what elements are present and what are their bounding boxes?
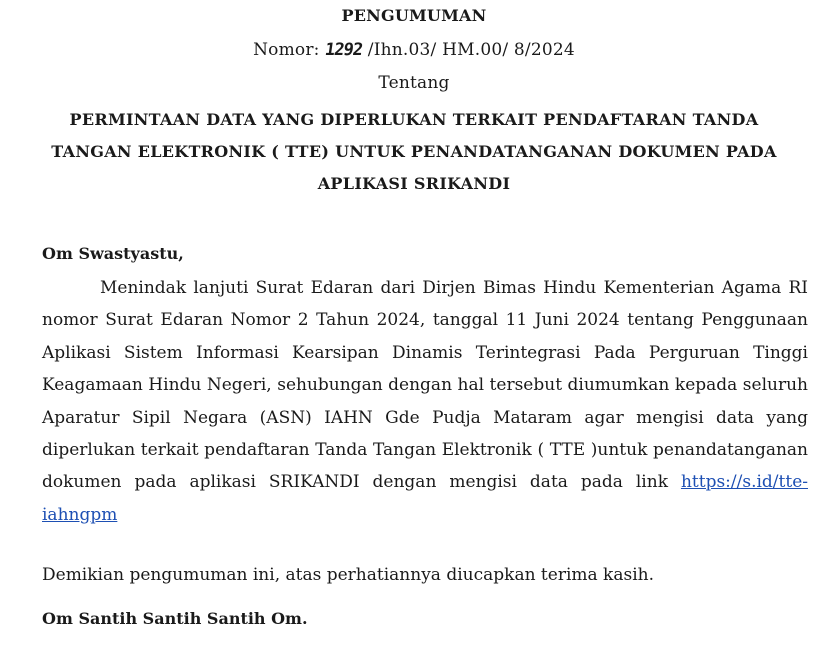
announcement-subject (30, 104, 798, 200)
number-suffix: /Ihn.03/ HM.00/ 8/2024 (362, 40, 575, 60)
document-title: PENGUMUMAN (341, 6, 487, 25)
subject-line: PERMINTAAN DATA YANG DIPERLUKAN TERKAIT PENDAFTARAN TANDA (69, 110, 759, 129)
document-number (0, 40, 828, 60)
about-label: Tentang (378, 73, 450, 93)
number-prefix: Nomor: (253, 40, 326, 60)
handwritten-number: 1292 (323, 40, 364, 60)
subject-line: TANGAN ELEKTRONIK ( TTE) UNTUK PENANDATANGANAN DOKUMEN PADA (51, 142, 777, 161)
closing-greeting: Om Santih Santih Santih Om. (42, 609, 308, 628)
opening-greeting: Om Swastyastu, (42, 244, 184, 263)
body-text: Menindak lanjuti Surat Edaran dari Dirjen Bimas Hindu Kementerian Agama RI nomor Surat Edaran Nomor 2 Tahun 2024, tanggal 11 Juni 2024 tentang Penggunaan Aplikasi Sistem Informasi Kearsipan Dinamis Terintegrasi Pada Perguruan Tinggi Keagamaan Hindu Negeri, sehubungan dengan hal tersebut diumumkan kepada seluruh Aparatur Sipil Negara (ASN) IAHN Gde Pudja Mataram agar mengisi data yang diperlukan terkait pendaftaran Tanda Tangan Elektronik ( TTE )untuk penandatanganan dokumen pada aplikasi SRIKANDI dengan mengisi data pada link (42, 278, 808, 493)
closing-thanks: Demikian pengumuman ini, atas perhatiannya diucapkan terima kasih. (42, 565, 654, 585)
body-paragraph (42, 272, 808, 531)
registration-link[interactable]: https://s.id/tte-iahngpm (42, 472, 808, 525)
subject-line: APLIKASI SRIKANDI (317, 174, 511, 193)
